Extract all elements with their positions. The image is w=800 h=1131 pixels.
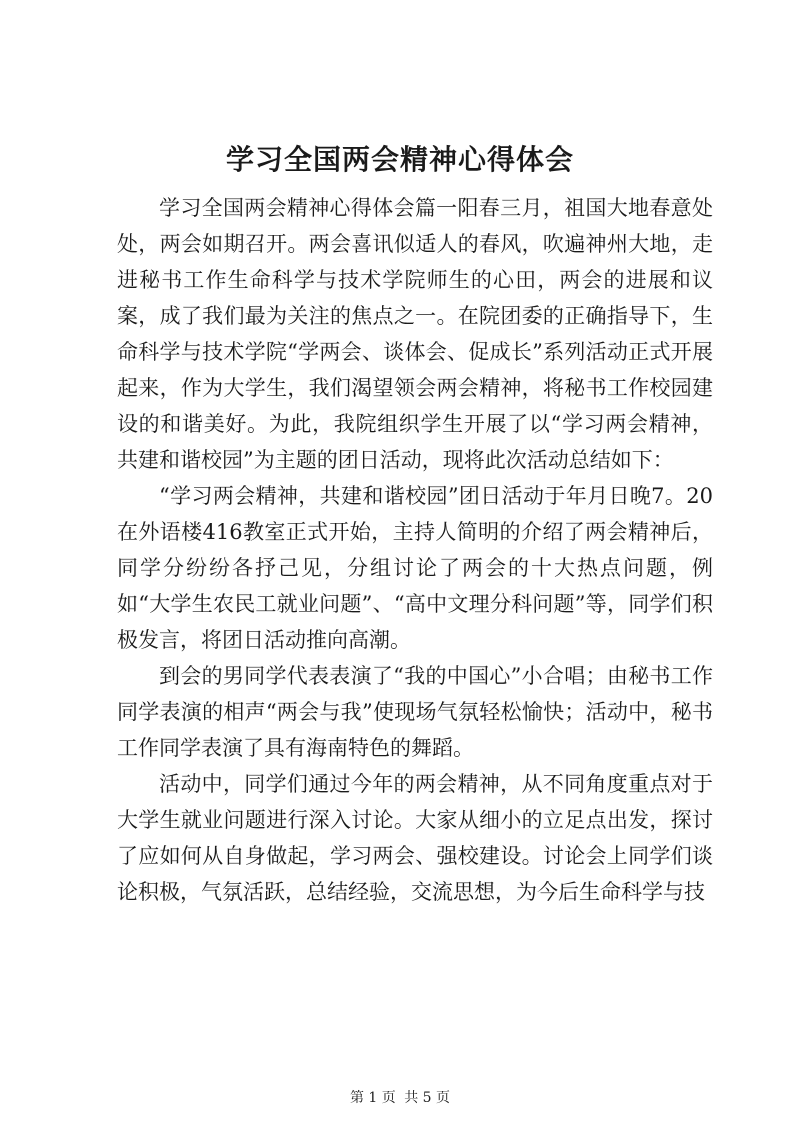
paragraph-3: 到会的男同学代表表演了“我的中国心”小合唱；由秘书工作同学表演的相声“两会与我”使现场气氛轻松愉快；活动中，秘书工作同学表演了具有海南特色的舞蹈。: [117, 664, 713, 760]
document-title: 学习全国两会精神心得体会: [225, 143, 574, 176]
paragraph-2: “学习两会精神，共建和谐校园”团日活动于年月日晚7。20在外语楼416教室正式开始，主持人简明的介绍了两会精神后，同学分纷纷各抒己见，分组讨论了两会的十大热点问题，例如“大学生农民工就业问题”、“高中文理分科问题”等，同学们积极发言，将团日活动推向高潮。: [117, 484, 713, 652]
page-total: 共 5 页: [404, 1090, 451, 1106]
document-body: [117, 190, 713, 910]
page-number: 第 1 页: [349, 1090, 396, 1106]
paragraph-1: 学习全国两会精神心得体会篇一阳春三月，祖国大地春意处处，两会如期召开。两会喜讯似适人的春风，吹遍神州大地，走进秘书工作生命科学与技术学院师生的心田，两会的进展和议案，成了我们最为关注的焦点之一。在院团委的正确指导下，生命科学与技术学院“学两会、谈体会、促成长”系列活动正式开展起来，作为大学生，我们渴望领会两会精神，将秘书工作校园建设的和谐美好。为此，我院组织学生开展了以“学习两会精神，共建和谐校园”为主题的团日活动，现将此次活动总结如下：: [117, 196, 713, 472]
paragraph-4: 活动中，同学们通过今年的两会精神，从不同角度重点对于大学生就业问题进行深入讨论。大家从细小的立足点出发，探讨了应如何从自身做起，学习两会、强校建设。讨论会上同学们谈论积极，气氛活跃，总结经验，交流思想，为今后生命科学与技: [117, 772, 713, 904]
page-footer: [0, 1088, 800, 1108]
